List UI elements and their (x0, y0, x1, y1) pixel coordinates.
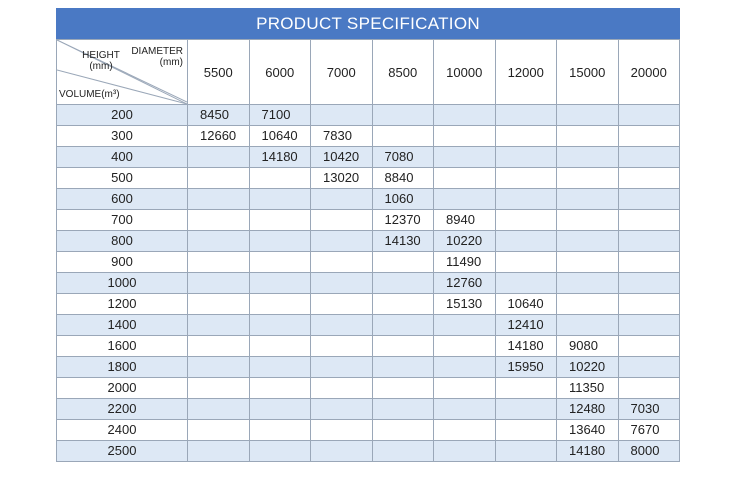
height-cell: 9080 (557, 336, 619, 357)
height-cell: 15950 (495, 357, 557, 378)
height-cell (495, 210, 557, 231)
height-cell (618, 357, 680, 378)
height-cell (188, 294, 250, 315)
height-cell (495, 231, 557, 252)
height-cell: 10420 (311, 147, 373, 168)
height-cell (311, 273, 373, 294)
height-cell (434, 441, 496, 462)
height-cell (249, 357, 311, 378)
height-cell (557, 231, 619, 252)
height-cell (311, 105, 373, 126)
height-cell (188, 189, 250, 210)
corner-header-cell (57, 40, 188, 105)
diameter-header: 12000 (495, 40, 557, 105)
height-cell (618, 147, 680, 168)
height-cell (557, 273, 619, 294)
volume-cell: 2400 (57, 420, 188, 441)
spec-table (56, 39, 680, 462)
height-cell (311, 252, 373, 273)
height-cell (188, 273, 250, 294)
height-cell (372, 315, 434, 336)
table-row (57, 420, 680, 441)
height-cell: 15130 (434, 294, 496, 315)
volume-cell: 2000 (57, 378, 188, 399)
height-cell (372, 378, 434, 399)
height-cell (434, 420, 496, 441)
table-row (57, 315, 680, 336)
diameter-label-text: DIAMETER (131, 46, 183, 57)
height-cell (372, 336, 434, 357)
height-cell (618, 105, 680, 126)
height-cell (188, 168, 250, 189)
height-cell: 7670 (618, 420, 680, 441)
height-cell (495, 273, 557, 294)
height-cell (249, 273, 311, 294)
height-cell (434, 378, 496, 399)
height-cell (311, 231, 373, 252)
volume-cell: 700 (57, 210, 188, 231)
height-cell (372, 441, 434, 462)
height-cell (434, 168, 496, 189)
diameter-label (113, 46, 183, 68)
volume-cell: 600 (57, 189, 188, 210)
height-cell (618, 210, 680, 231)
height-cell (557, 126, 619, 147)
height-cell (188, 147, 250, 168)
height-cell: 12480 (557, 399, 619, 420)
table-row (57, 441, 680, 462)
table-row (57, 252, 680, 273)
height-cell (557, 147, 619, 168)
volume-cell: 300 (57, 126, 188, 147)
volume-cell: 2200 (57, 399, 188, 420)
height-cell (557, 252, 619, 273)
height-cell (434, 399, 496, 420)
height-cell (188, 336, 250, 357)
height-cell (434, 357, 496, 378)
height-cell: 14180 (557, 441, 619, 462)
volume-cell: 400 (57, 147, 188, 168)
height-cell (249, 420, 311, 441)
height-cell (495, 441, 557, 462)
height-cell: 11490 (434, 252, 496, 273)
diameter-unit-text: (mm) (159, 57, 183, 68)
height-cell (311, 357, 373, 378)
height-cell (311, 399, 373, 420)
height-cell (557, 168, 619, 189)
height-cell (372, 294, 434, 315)
table-row (57, 357, 680, 378)
height-cell: 10640 (495, 294, 557, 315)
table-row (57, 231, 680, 252)
height-cell (311, 441, 373, 462)
height-cell (311, 336, 373, 357)
height-cell (249, 336, 311, 357)
diameter-header: 10000 (434, 40, 496, 105)
volume-cell: 1400 (57, 315, 188, 336)
height-cell: 1060 (372, 189, 434, 210)
height-cell (372, 273, 434, 294)
diameter-header: 15000 (557, 40, 619, 105)
height-cell (618, 231, 680, 252)
table-row (57, 378, 680, 399)
height-cell (249, 210, 311, 231)
height-cell (618, 189, 680, 210)
table-row (57, 210, 680, 231)
height-cell (618, 168, 680, 189)
height-cell (311, 315, 373, 336)
height-cell (188, 315, 250, 336)
height-cell (249, 294, 311, 315)
height-cell (188, 210, 250, 231)
height-cell (557, 210, 619, 231)
page-title: PRODUCT SPECIFICATION (56, 8, 680, 39)
diameter-header: 20000 (618, 40, 680, 105)
diameter-header: 8500 (372, 40, 434, 105)
height-cell: 7030 (618, 399, 680, 420)
volume-cell: 500 (57, 168, 188, 189)
height-cell (495, 147, 557, 168)
height-cell: 7830 (311, 126, 373, 147)
height-cell (434, 336, 496, 357)
table-row (57, 399, 680, 420)
height-cell (249, 378, 311, 399)
height-cell (618, 336, 680, 357)
height-cell: 12370 (372, 210, 434, 231)
table-row (57, 147, 680, 168)
height-cell (557, 294, 619, 315)
table-row (57, 126, 680, 147)
height-cell (434, 189, 496, 210)
height-cell (372, 399, 434, 420)
table-row (57, 168, 680, 189)
height-cell: 14180 (249, 147, 311, 168)
height-cell: 12760 (434, 273, 496, 294)
volume-cell: 2500 (57, 441, 188, 462)
height-cell: 14180 (495, 336, 557, 357)
height-cell (188, 378, 250, 399)
height-cell (249, 399, 311, 420)
height-label-text: HEIGHT (82, 50, 120, 61)
height-cell (495, 420, 557, 441)
height-cell (311, 420, 373, 441)
height-cell (495, 168, 557, 189)
height-cell (188, 420, 250, 441)
volume-cell: 1800 (57, 357, 188, 378)
height-cell (434, 105, 496, 126)
height-cell: 7100 (249, 105, 311, 126)
height-cell (557, 315, 619, 336)
height-cell: 8940 (434, 210, 496, 231)
height-cell: 7080 (372, 147, 434, 168)
table-row (57, 294, 680, 315)
height-cell: 13640 (557, 420, 619, 441)
height-cell (495, 126, 557, 147)
height-cell: 11350 (557, 378, 619, 399)
height-cell (372, 420, 434, 441)
volume-cell: 1000 (57, 273, 188, 294)
height-cell (188, 252, 250, 273)
height-cell (311, 294, 373, 315)
volume-cell: 900 (57, 252, 188, 273)
table-row (57, 336, 680, 357)
volume-cell: 800 (57, 231, 188, 252)
height-cell: 12410 (495, 315, 557, 336)
volume-label: VOLUME(m³) (59, 89, 120, 100)
diameter-header: 5500 (188, 40, 250, 105)
height-cell (495, 252, 557, 273)
height-cell (249, 441, 311, 462)
height-cell (557, 189, 619, 210)
spec-table-body (57, 105, 680, 462)
height-cell (434, 126, 496, 147)
table-row (57, 273, 680, 294)
height-cell (495, 399, 557, 420)
height-cell (434, 147, 496, 168)
height-cell (311, 189, 373, 210)
height-cell (495, 189, 557, 210)
volume-cell: 1600 (57, 336, 188, 357)
height-cell (188, 357, 250, 378)
height-cell: 13020 (311, 168, 373, 189)
height-cell (249, 189, 311, 210)
height-cell: 10220 (434, 231, 496, 252)
height-cell (311, 210, 373, 231)
height-cell (188, 441, 250, 462)
volume-cell: 1200 (57, 294, 188, 315)
height-cell (618, 252, 680, 273)
height-cell (557, 105, 619, 126)
height-cell (618, 273, 680, 294)
table-row (57, 189, 680, 210)
height-cell (495, 105, 557, 126)
height-cell (495, 378, 557, 399)
height-cell (249, 252, 311, 273)
height-cell (188, 231, 250, 252)
height-cell (434, 315, 496, 336)
height-cell: 8450 (188, 105, 250, 126)
height-cell: 8000 (618, 441, 680, 462)
height-cell (372, 105, 434, 126)
height-cell: 10640 (249, 126, 311, 147)
height-cell (372, 252, 434, 273)
height-cell (618, 315, 680, 336)
spec-table-container (56, 8, 680, 462)
height-cell (618, 294, 680, 315)
height-cell (372, 126, 434, 147)
height-cell: 10220 (557, 357, 619, 378)
height-cell (188, 399, 250, 420)
height-cell (372, 357, 434, 378)
height-cell: 8840 (372, 168, 434, 189)
diameter-header: 7000 (311, 40, 373, 105)
height-cell: 12660 (188, 126, 250, 147)
header-row (57, 40, 680, 105)
height-cell (618, 378, 680, 399)
height-cell (249, 168, 311, 189)
height-cell (311, 378, 373, 399)
volume-cell: 200 (57, 105, 188, 126)
height-cell (249, 231, 311, 252)
height-cell (249, 315, 311, 336)
diameter-header: 6000 (249, 40, 311, 105)
table-row (57, 105, 680, 126)
height-cell (618, 126, 680, 147)
height-unit-text: (mm) (89, 61, 113, 72)
height-cell: 14130 (372, 231, 434, 252)
